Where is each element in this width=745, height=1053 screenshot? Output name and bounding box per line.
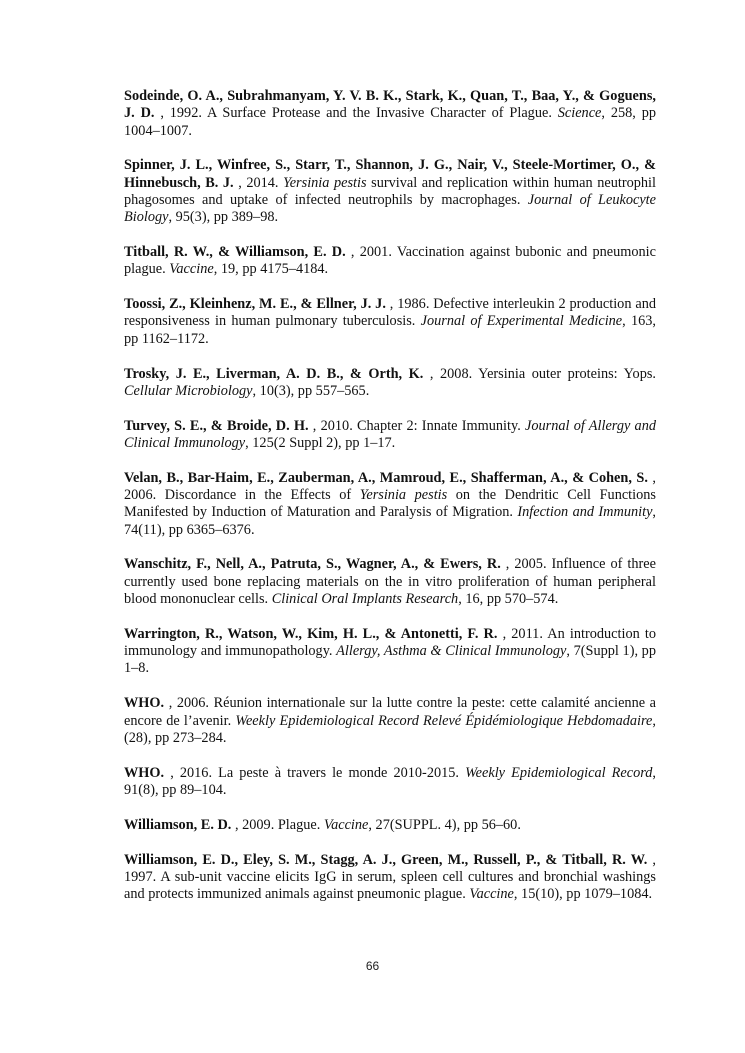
reference-authors: Turvey, S. E., & Broide, D. H. [124,417,309,434]
reference-entry [124,244,656,279]
reference-journal: Journal of Allergy and Clinical Immunology [124,417,656,451]
reference-title: survival and replication within human neutrophil phagosomes and uptake of infected neutrophils by macrophages. [124,174,656,208]
reference-year: , 2006. Discordance in the Effects of [124,469,656,504]
reference-title: , 2001. Vaccination against bubonic and pneumonic plague. [124,244,657,278]
reference-title: , 2016. La peste à travers le monde 2010-2015. [164,764,466,781]
reference-authors: Titball, R. W., & Williamson, E. D. [124,244,346,261]
reference-title: , 2006. Réunion internationale sur la lutte contre la peste: cette calamité ancienne a encore de l’avenir. [124,695,656,729]
reference-volume-pages: , 125(2 Suppl 2), pp 1–17. [245,434,396,451]
reference-entry [124,418,656,453]
reference-authors: Williamson, E. D. [124,816,232,833]
reference-journal: Weekly Epidemiological Record Relevé Épidémiologique Hebdomadaire [235,712,653,729]
reference-title: , 1992. A Surface Protease and the Invasive Character of Plague. [154,105,558,122]
reference-volume-pages: , 91(8), pp 89–104. [124,764,656,798]
reference-volume-pages: , 15(10), pp 1079–1084. [513,886,653,903]
reference-year: , 2014. [233,174,284,191]
reference-title: , 2010. Chapter 2: Innate Immunity. [308,417,525,434]
reference-volume-pages: , 74(11), pp 6365–6376. [124,504,656,538]
reference-entry [124,626,656,678]
reference-entry [124,695,656,747]
reference-entry [124,852,656,904]
reference-journal: Infection and Immunity [517,504,653,521]
reference-title: , 2011. An introduction to immunology and immunopathology. [124,625,656,660]
reference-journal: Weekly Epidemiological Record [465,764,653,781]
reference-entry [124,470,656,539]
reference-authors: Spinner, J. L., Winfree, S., Starr, T., Shannon, J. G., Nair, V., Steele-Mortimer, O., & Hinnebusch, B. J. [124,157,656,191]
reference-authors: Williamson, E. D., Eley, S. M., Stagg, A. J., Green, M., Russell, P., & Titball, R. W. [124,851,648,868]
reference-volume-pages: , (28), pp 273–284. [124,712,656,746]
reference-volume-pages: , 7(Suppl 1), pp 1–8. [124,643,656,677]
reference-title: , 2008. Yersinia outer proteins: Yops. [423,365,656,382]
reference-volume-pages: , 10(3), pp 557–565. [252,382,370,399]
reference-entry [124,366,656,401]
reference-list [124,88,656,921]
reference-entry [124,88,656,140]
reference-volume-pages: , 16, pp 570–574. [458,591,559,608]
reference-entry [124,817,656,834]
reference-authors: WHO. [124,764,165,781]
reference-volume-pages: , 163, pp 1162–1172. [124,313,657,347]
reference-entry [124,157,656,226]
reference-journal: Cellular Microbiology [124,382,253,399]
reference-journal: Science [557,105,602,122]
reference-entry [124,296,656,348]
reference-journal: Vaccine [469,886,514,903]
reference-journal: Allergy, Asthma & Clinical Immunology [336,643,567,660]
reference-authors: Sodeinde, O. A., Subrahmanyam, Y. V. B. K., Stark, K., Quan, T., Baa, Y., & Goguens, J. D. [124,88,656,122]
reference-title: on the Dendritic Cell Functions Manifested by Induction of Maturation and Paralysis of Migration. [124,487,656,521]
reference-title: , 2009. Plague. [231,816,324,833]
reference-authors: WHO. [124,695,165,712]
reference-entry [124,765,656,800]
reference-title: , 1986. Defective interleukin 2 production and responsiveness in human pulmonary tuberculosis. [124,296,656,330]
reference-journal: Vaccine [169,261,214,278]
reference-journal: Journal of Experimental Medicine [420,313,623,330]
reference-title-italic: Yersinia pestis [359,487,448,504]
reference-authors: Wanschitz, F., Nell, A., Patruta, S., Wagner, A., & Ewers, R. [124,556,501,573]
reference-journal: Vaccine [323,816,369,833]
reference-volume-pages: , 258, pp 1004–1007. [124,105,656,139]
reference-entry [124,556,656,608]
reference-journal: Journal of Leukocyte Biology [124,191,656,226]
reference-title: , 2005. Influence of three currently used bone replacing materials on the in vitro proliferation of human peripheral blood mononuclear cells. [124,556,656,608]
reference-title: , 1997. A sub-unit vaccine elicits IgG in serum, spleen cell cultures and bronchial washings and protects immunized animals against pneumonic plague. [124,851,656,903]
reference-journal: Clinical Oral Implants Research [271,591,459,608]
reference-volume-pages: , 19, pp 4175–4184. [213,261,329,278]
reference-volume-pages: , 95(3), pp 389–98. [168,209,279,226]
page-number: 66 [365,959,380,973]
reference-authors: Trosky, J. E., Liverman, A. D. B., & Orth, K. [124,365,424,382]
reference-title-italic: Yersinia pestis [283,174,367,191]
reference-volume-pages: , 27(SUPPL. 4), pp 56–60. [368,816,521,833]
reference-authors: Toossi, Z., Kleinhenz, M. E., & Ellner, J. J. [124,296,386,313]
reference-authors: Velan, B., Bar-Haim, E., Zauberman, A., Mamroud, E., Shafferman, A., & Cohen, S. [124,469,648,486]
reference-authors: Warrington, R., Watson, W., Kim, H. L., & Antonetti, F. R. [124,625,498,642]
